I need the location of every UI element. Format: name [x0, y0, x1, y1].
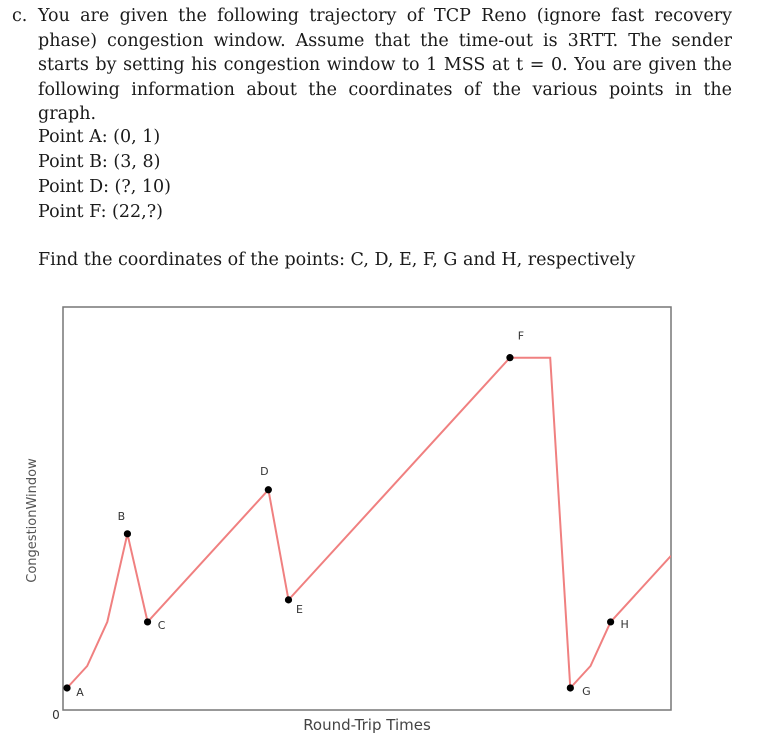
congestion-window-chart: [0, 298, 774, 752]
plot-frame: [63, 307, 671, 710]
question-label: c.: [12, 6, 28, 26]
point-g: [567, 684, 591, 698]
point-marker-e: [285, 596, 292, 603]
point-e: [285, 596, 303, 616]
point-d: [260, 465, 272, 494]
labeled-points: [63, 330, 628, 699]
point-marker-g: [567, 684, 574, 691]
given-point-a: Point A: (0, 1): [38, 127, 161, 147]
point-marker-d: [265, 486, 272, 493]
point-label-g: G: [582, 684, 591, 698]
question-text: You are given the following trajectory of TCP Reno (ignore fast recovery phase) congestion window. Assume that the time-out is 3RTT. The sender starts by setting his congestion window to 1 MSS at t = 0. You are given the following information about the coordinates of the various points in the graph.: [38, 6, 732, 124]
question: [12, 4, 732, 127]
point-label-e: E: [296, 602, 303, 616]
point-label-a: A: [76, 685, 84, 699]
point-h: [607, 618, 629, 631]
given-points-list: [38, 125, 171, 225]
y-axis-label: CongestionWindow: [25, 458, 40, 583]
point-marker-f: [506, 354, 513, 361]
task-text: Find the coordinates of the points: C, D, E, F, G and H, respectively: [38, 250, 636, 270]
point-label-f: F: [517, 329, 525, 343]
point-f: [506, 330, 524, 362]
point-c: [144, 618, 166, 632]
point-label-d: D: [260, 464, 269, 478]
point-a: [63, 684, 84, 699]
x-axis-label: Round-Trip Times: [303, 716, 431, 734]
trajectory-series: [67, 358, 671, 688]
given-point-b: Point B: (3, 8): [38, 152, 161, 172]
given-point-d: Point D: (?, 10): [38, 177, 171, 197]
origin-tick-label: 0: [52, 708, 60, 722]
point-marker-a: [63, 684, 70, 691]
chart-svg: [0, 298, 774, 748]
point-label-h: H: [620, 617, 629, 631]
trajectory-line: [67, 358, 671, 688]
point-marker-b: [124, 530, 131, 537]
given-point-f: Point F: (22,?): [38, 202, 163, 222]
point-b: [118, 510, 131, 538]
point-label-b: B: [117, 509, 126, 523]
point-marker-c: [144, 618, 151, 625]
point-label-c: C: [157, 618, 166, 632]
point-marker-h: [607, 618, 614, 625]
